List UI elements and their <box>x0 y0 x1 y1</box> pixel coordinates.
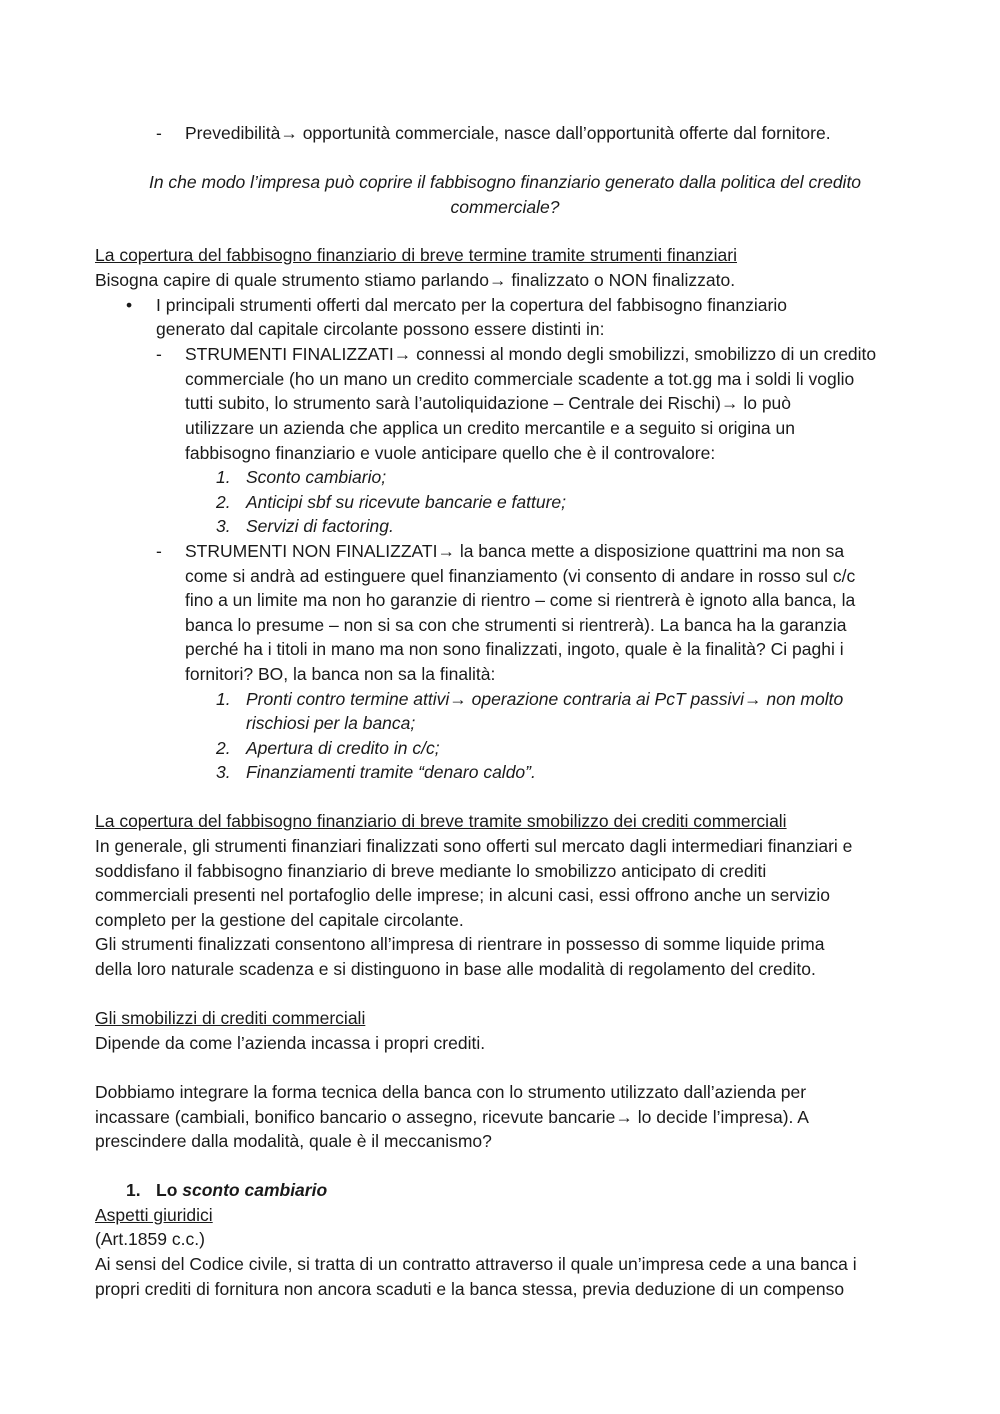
text-run: non molto <box>761 689 844 709</box>
finalizzati-line: utilizzare un azienda che applica un credito mercantile e a seguito si origina un <box>185 418 795 438</box>
arrow-right-icon: → <box>615 1107 633 1127</box>
paragraph-line <box>95 1105 809 1129</box>
prevedibilita-line <box>185 121 831 145</box>
non-finalizzati-line: banca lo presume – non si sa con che strumenti si rientrerà). La banca ha la garanzia <box>185 615 847 635</box>
sub-heading: Aspetti giuridici <box>95 1205 213 1225</box>
non-finalizzati-line: come si andrà ad estinguere quel finanziamento (vi consento di andare in rosso sul c/c <box>185 566 856 586</box>
finalizzati-line <box>185 391 791 415</box>
section-heading: Gli smobilizzi di crediti commerciali <box>95 1008 366 1028</box>
list-item: Apertura di credito in c/c; <box>246 738 440 758</box>
text-run: operazione contraria ai PcT passivi <box>466 689 744 709</box>
text-run: Lo <box>156 1180 183 1200</box>
bullet-line: generato dal capitale circolante possono essere distinti in: <box>156 319 605 339</box>
arrow-right-icon: → <box>744 689 762 709</box>
arrow-right-icon: → <box>720 393 739 413</box>
paragraph-line: soddisfano il fabbisogno finanziario di breve mediante lo smobilizzo anticipato di crediti <box>95 861 767 881</box>
section-heading: La copertura del fabbisogno finanziario di breve tramite smobilizzo dei crediti commerciali <box>95 811 787 831</box>
finalizzati-line: commerciale (ho un mano un credito commerciale scadente a tot.gg ma i soldi li voglio <box>185 369 855 389</box>
list-number: 1. <box>126 1180 141 1200</box>
list-item: rischiosi per la banca; <box>246 713 416 733</box>
list-item: Anticipi sbf su ricevute bancarie e fatture; <box>246 492 567 512</box>
paragraph-line: prescindere dalla modalità, quale è il meccanismo? <box>95 1131 492 1151</box>
non-finalizzati-line: fornitori? BO, la banca non sa la finalità: <box>185 664 496 684</box>
list-item: Sconto cambiario; <box>246 467 387 487</box>
paragraph-line: completo per la gestione del capitale circolante. <box>95 910 464 930</box>
question-line: In che modo l’impresa può coprire il fabbisogno finanziario generato dalla politica del credito <box>148 172 862 192</box>
non-finalizzati-line: fino a un limite ma non ho garanzie di rientro – come si rientrerà è ignoto alla banca, la <box>185 590 856 610</box>
text-run: opportunità commerciale, nasce dall’opportunità offerte dal fornitore. <box>297 123 831 143</box>
non-finalizzati-line: perché ha i titoli in mano ma non sono finalizzati, ingoto, quale è la finalità? Ci paghi i <box>185 639 844 659</box>
paragraph-line: commerciali presenti nel portafoglio delle imprese; in alcuni casi, essi offrono anche un servizio <box>95 885 831 905</box>
article-reference: (Art.1859 c.c.) <box>95 1229 205 1249</box>
dash-marker: - <box>156 541 162 561</box>
finalizzati-line: fabbisogno finanziario e vuole anticipare quello che è il controvalore: <box>185 443 716 463</box>
non-finalizzati-line <box>185 539 844 563</box>
dash-marker: - <box>156 344 162 364</box>
text-run: connessi al mondo degli smobilizzi, smobilizzo di un credito <box>411 344 877 364</box>
list-item <box>246 687 843 711</box>
list-number: 2. <box>216 492 231 512</box>
paragraph-line: della loro naturale scadenza e si distinguono in base alle modalità di regolamento del credito. <box>95 959 816 979</box>
arrow-right-icon: → <box>449 689 467 709</box>
arrow-right-icon: → <box>280 123 298 143</box>
text-run: STRUMENTI NON FINALIZZATI <box>185 541 438 561</box>
arrow-right-icon: → <box>437 541 455 561</box>
paragraph-line: Dipende da come l’azienda incassa i propri crediti. <box>95 1033 486 1053</box>
bullet-line: I principali strumenti offerti dal mercato per la copertura del fabbisogno finanziario <box>156 295 787 315</box>
bullet-marker: • <box>126 295 133 315</box>
subsection-title <box>156 1178 327 1202</box>
list-item: Finanziamenti tramite “denaro caldo”. <box>246 762 536 782</box>
text-run: sconto cambiario <box>182 1180 328 1200</box>
question-line: commerciale? <box>450 197 560 217</box>
list-number: 1. <box>216 467 231 487</box>
text-run: lo può <box>738 393 792 413</box>
text-run: Bisogna capire di quale strumento stiamo parlando <box>95 270 489 290</box>
paragraph-line <box>95 268 735 292</box>
text-run: Prevedibilità <box>185 123 281 143</box>
finalizzati-line <box>185 342 876 366</box>
paragraph-line: Ai sensi del Codice civile, si tratta di un contratto attraverso il quale un’impresa cede a una banca i <box>95 1254 857 1274</box>
section-heading: La copertura del fabbisogno finanziario di breve termine tramite strumenti finanziari <box>95 245 737 265</box>
text-run: la banca mette a disposizione quattrini ma non sa <box>454 541 845 561</box>
list-number: 1. <box>216 689 231 709</box>
list-number: 3. <box>216 762 231 782</box>
paragraph-line: Gli strumenti finalizzati consentono all’impresa di rientrare in possesso di somme liquide prima <box>95 934 825 954</box>
paragraph-line: Dobbiamo integrare la forma tecnica della banca con lo strumento utilizzato dall’azienda per <box>95 1082 807 1102</box>
text-run: finalizzato o NON finalizzato. <box>506 270 736 290</box>
paragraph-line: propri crediti di fornitura non ancora scaduti e la banca stessa, previa deduzione di un compenso <box>95 1279 845 1299</box>
arrow-right-icon: → <box>488 270 507 290</box>
text-run: tutti subito, lo strumento sarà l’autoliquidazione – Centrale dei Rischi) <box>185 393 721 413</box>
list-item: Servizi di factoring. <box>246 516 394 536</box>
list-number: 3. <box>216 516 231 536</box>
list-number: 2. <box>216 738 231 758</box>
text-run: incassare (cambiali, bonifico bancario o assegno, ricevute bancarie <box>95 1107 616 1127</box>
paragraph-line: In generale, gli strumenti finanziari finalizzati sono offerti sul mercato dagli intermediari finanziari e <box>95 836 853 856</box>
text-run: Pronti contro termine attivi <box>246 689 450 709</box>
text-run: STRUMENTI FINALIZZATI <box>185 344 394 364</box>
text-run: lo decide l’impresa). A <box>632 1107 809 1127</box>
dash-marker: - <box>156 123 162 143</box>
arrow-right-icon: → <box>393 344 412 364</box>
